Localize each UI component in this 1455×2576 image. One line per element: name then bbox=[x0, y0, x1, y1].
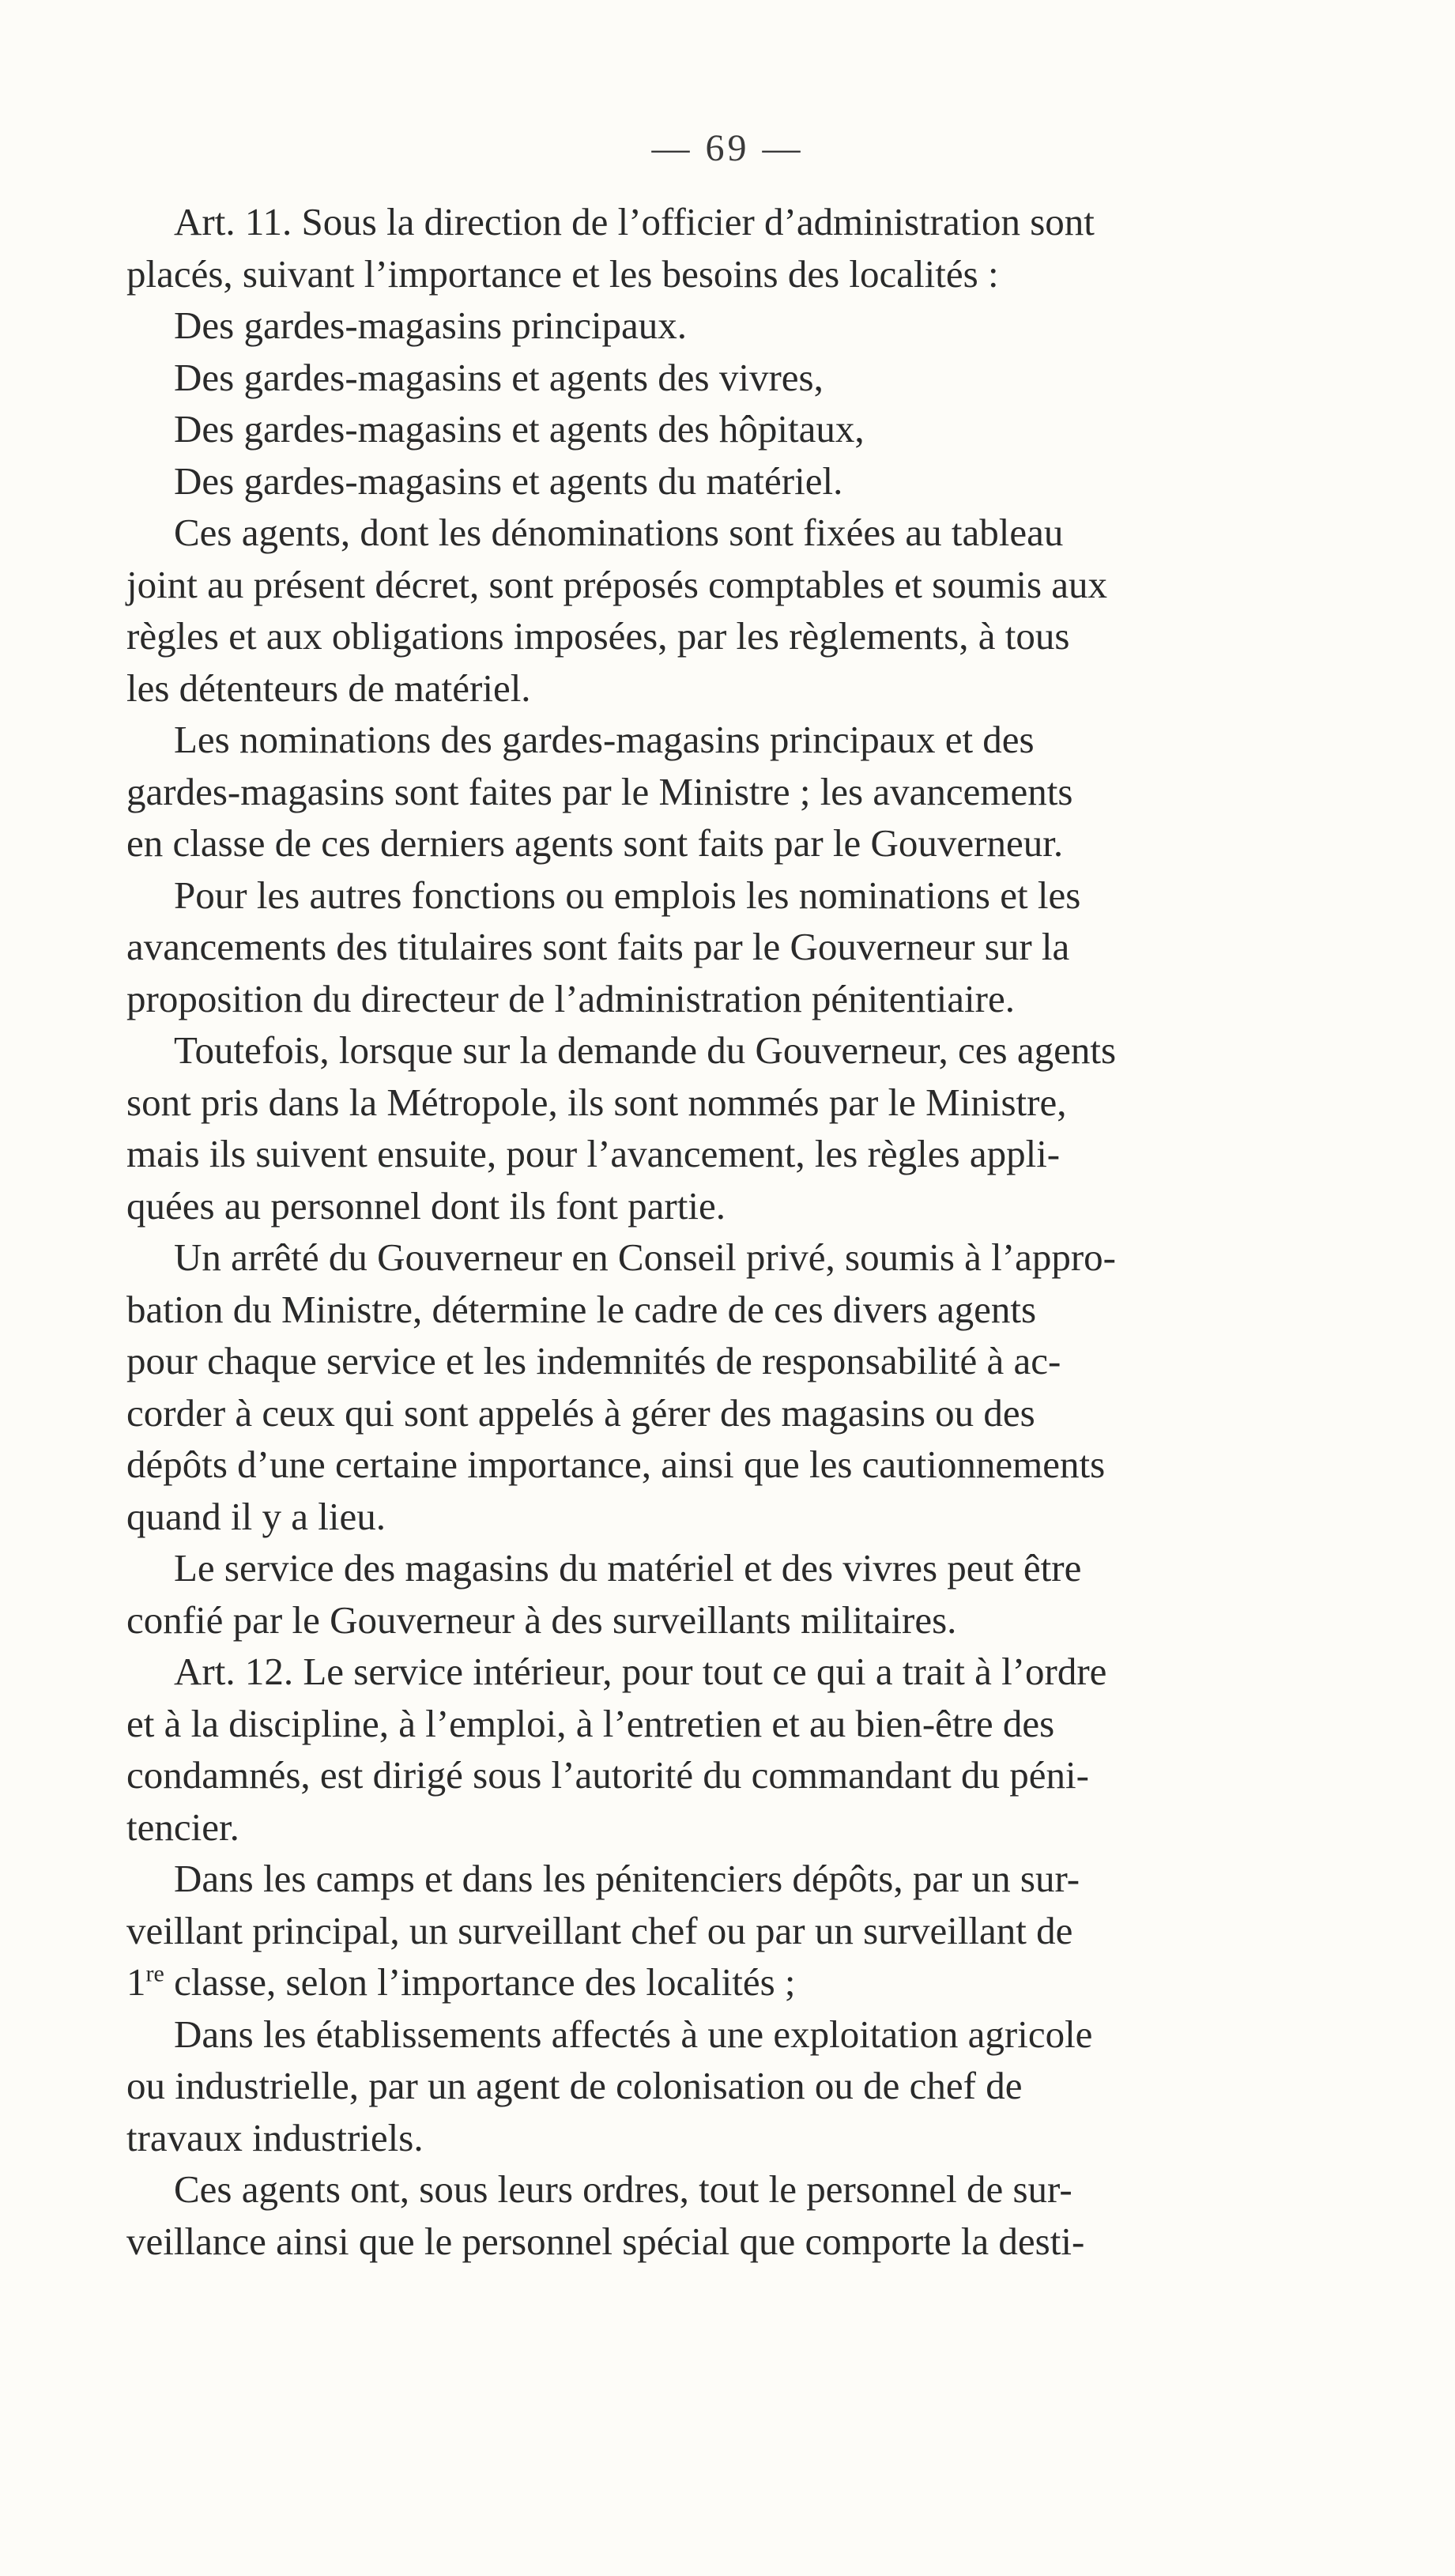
text-line: Pour les autres fonctions ou emplois les nominations et les bbox=[174, 873, 1081, 917]
text-line: proposition du directeur de l’administration pénitentiaire. bbox=[126, 976, 1015, 1020]
text-line: joint au présent décret, sont préposés comptables et soumis aux bbox=[126, 562, 1108, 606]
text-line: quées au personnel dont ils font partie. bbox=[126, 1183, 726, 1228]
text-line: pour chaque service et les indemnités de responsabilité à ac- bbox=[126, 1339, 1061, 1382]
text-line: Art. 12. Le service intérieur, pour tout ce qui a trait à l’ordre bbox=[174, 1650, 1107, 1693]
text-line: Toutefois, lorsque sur la demande du Gouverneur, ces agents bbox=[174, 1028, 1117, 1072]
superscript-prefix: 1 bbox=[126, 1960, 146, 2004]
superscript-text: re bbox=[145, 1960, 164, 1987]
text-line: Les nominations des gardes-magasins principaux et des bbox=[174, 718, 1035, 761]
text-line: règles et aux obligations imposées, par les règlements, à tous bbox=[126, 614, 1070, 658]
page-number: — 69 — bbox=[651, 127, 804, 169]
text-line: tencier. bbox=[126, 1805, 239, 1849]
text-line: mais ils suivent ensuite, pour l’avancement, les règles appli- bbox=[126, 1132, 1061, 1175]
text-line: travaux industriels. bbox=[126, 2115, 424, 2159]
text-line: confié par le Gouverneur à des surveillants militaires. bbox=[126, 1597, 957, 1642]
text-line: veillance ainsi que le personnel spécial que comporte la desti- bbox=[126, 2219, 1085, 2263]
text-line: corder à ceux qui sont appelés à gérer des magasins ou des bbox=[126, 1390, 1035, 1435]
text-line-superscript bbox=[126, 1956, 1336, 2008]
text-line: Des gardes-magasins principaux. bbox=[174, 304, 688, 347]
text-line: bation du Ministre, détermine le cadre de ces divers agents bbox=[126, 1287, 1037, 1331]
body-text bbox=[126, 196, 1336, 2267]
text-line: dépôts d’une certaine importance, ainsi que les cautionnements bbox=[126, 1443, 1106, 1486]
text-line: condamnés, est dirigé sous l’autorité du commandant du péni- bbox=[126, 1753, 1089, 1797]
superscript-rest: classe, selon l’importance des localités ; bbox=[164, 1960, 796, 2004]
text-line: et à la discipline, à l’emploi, à l’entretien et au bien-être des bbox=[126, 1701, 1055, 1745]
text-line: placés, suivant l’importance et les besoins des localités : bbox=[126, 251, 999, 296]
text-line: Des gardes-magasins et agents des hôpitaux, bbox=[174, 407, 865, 451]
text-line: sont pris dans la Métropole, ils sont nommés par le Ministre, bbox=[126, 1080, 1067, 1124]
text-line: Dans les établissements affectés à une exploitation agricole bbox=[174, 2012, 1093, 2056]
text-line: Dans les camps et dans les pénitenciers dépôts, par un sur- bbox=[174, 1857, 1080, 1900]
text-line: Art. 11. Sous la direction de l’officier d’administration sont bbox=[174, 200, 1095, 243]
text-line: Des gardes-magasins et agents du matériel. bbox=[174, 458, 843, 503]
text-line: Le service des magasins du matériel et des vivres peut être bbox=[174, 1546, 1082, 1590]
text-line: les détenteurs de matériel. bbox=[126, 666, 531, 710]
text-line: Un arrêté du Gouverneur en Conseil privé, soumis à l’appro- bbox=[174, 1235, 1116, 1279]
text-line: ou industrielle, par un agent de colonisation ou de chef de bbox=[126, 2064, 1023, 2107]
text-line: avancements des titulaires sont faits par le Gouverneur sur la bbox=[126, 925, 1070, 968]
text-line: gardes-magasins sont faites par le Ministre ; les avancements bbox=[126, 769, 1073, 813]
text-line: Des gardes-magasins et agents des vivres, bbox=[174, 355, 824, 399]
text-line: veillant principal, un surveillant chef ou par un surveillant de bbox=[126, 1908, 1073, 1952]
text-line: Ces agents, dont les dénominations sont fixées au tableau bbox=[174, 511, 1064, 554]
text-line: en classe de ces derniers agents sont faits par le Gouverneur. bbox=[126, 821, 1064, 865]
text-line: quand il y a lieu. bbox=[126, 1494, 386, 1538]
text-line: Ces agents ont, sous leurs ordres, tout le personnel de sur- bbox=[174, 2167, 1072, 2211]
